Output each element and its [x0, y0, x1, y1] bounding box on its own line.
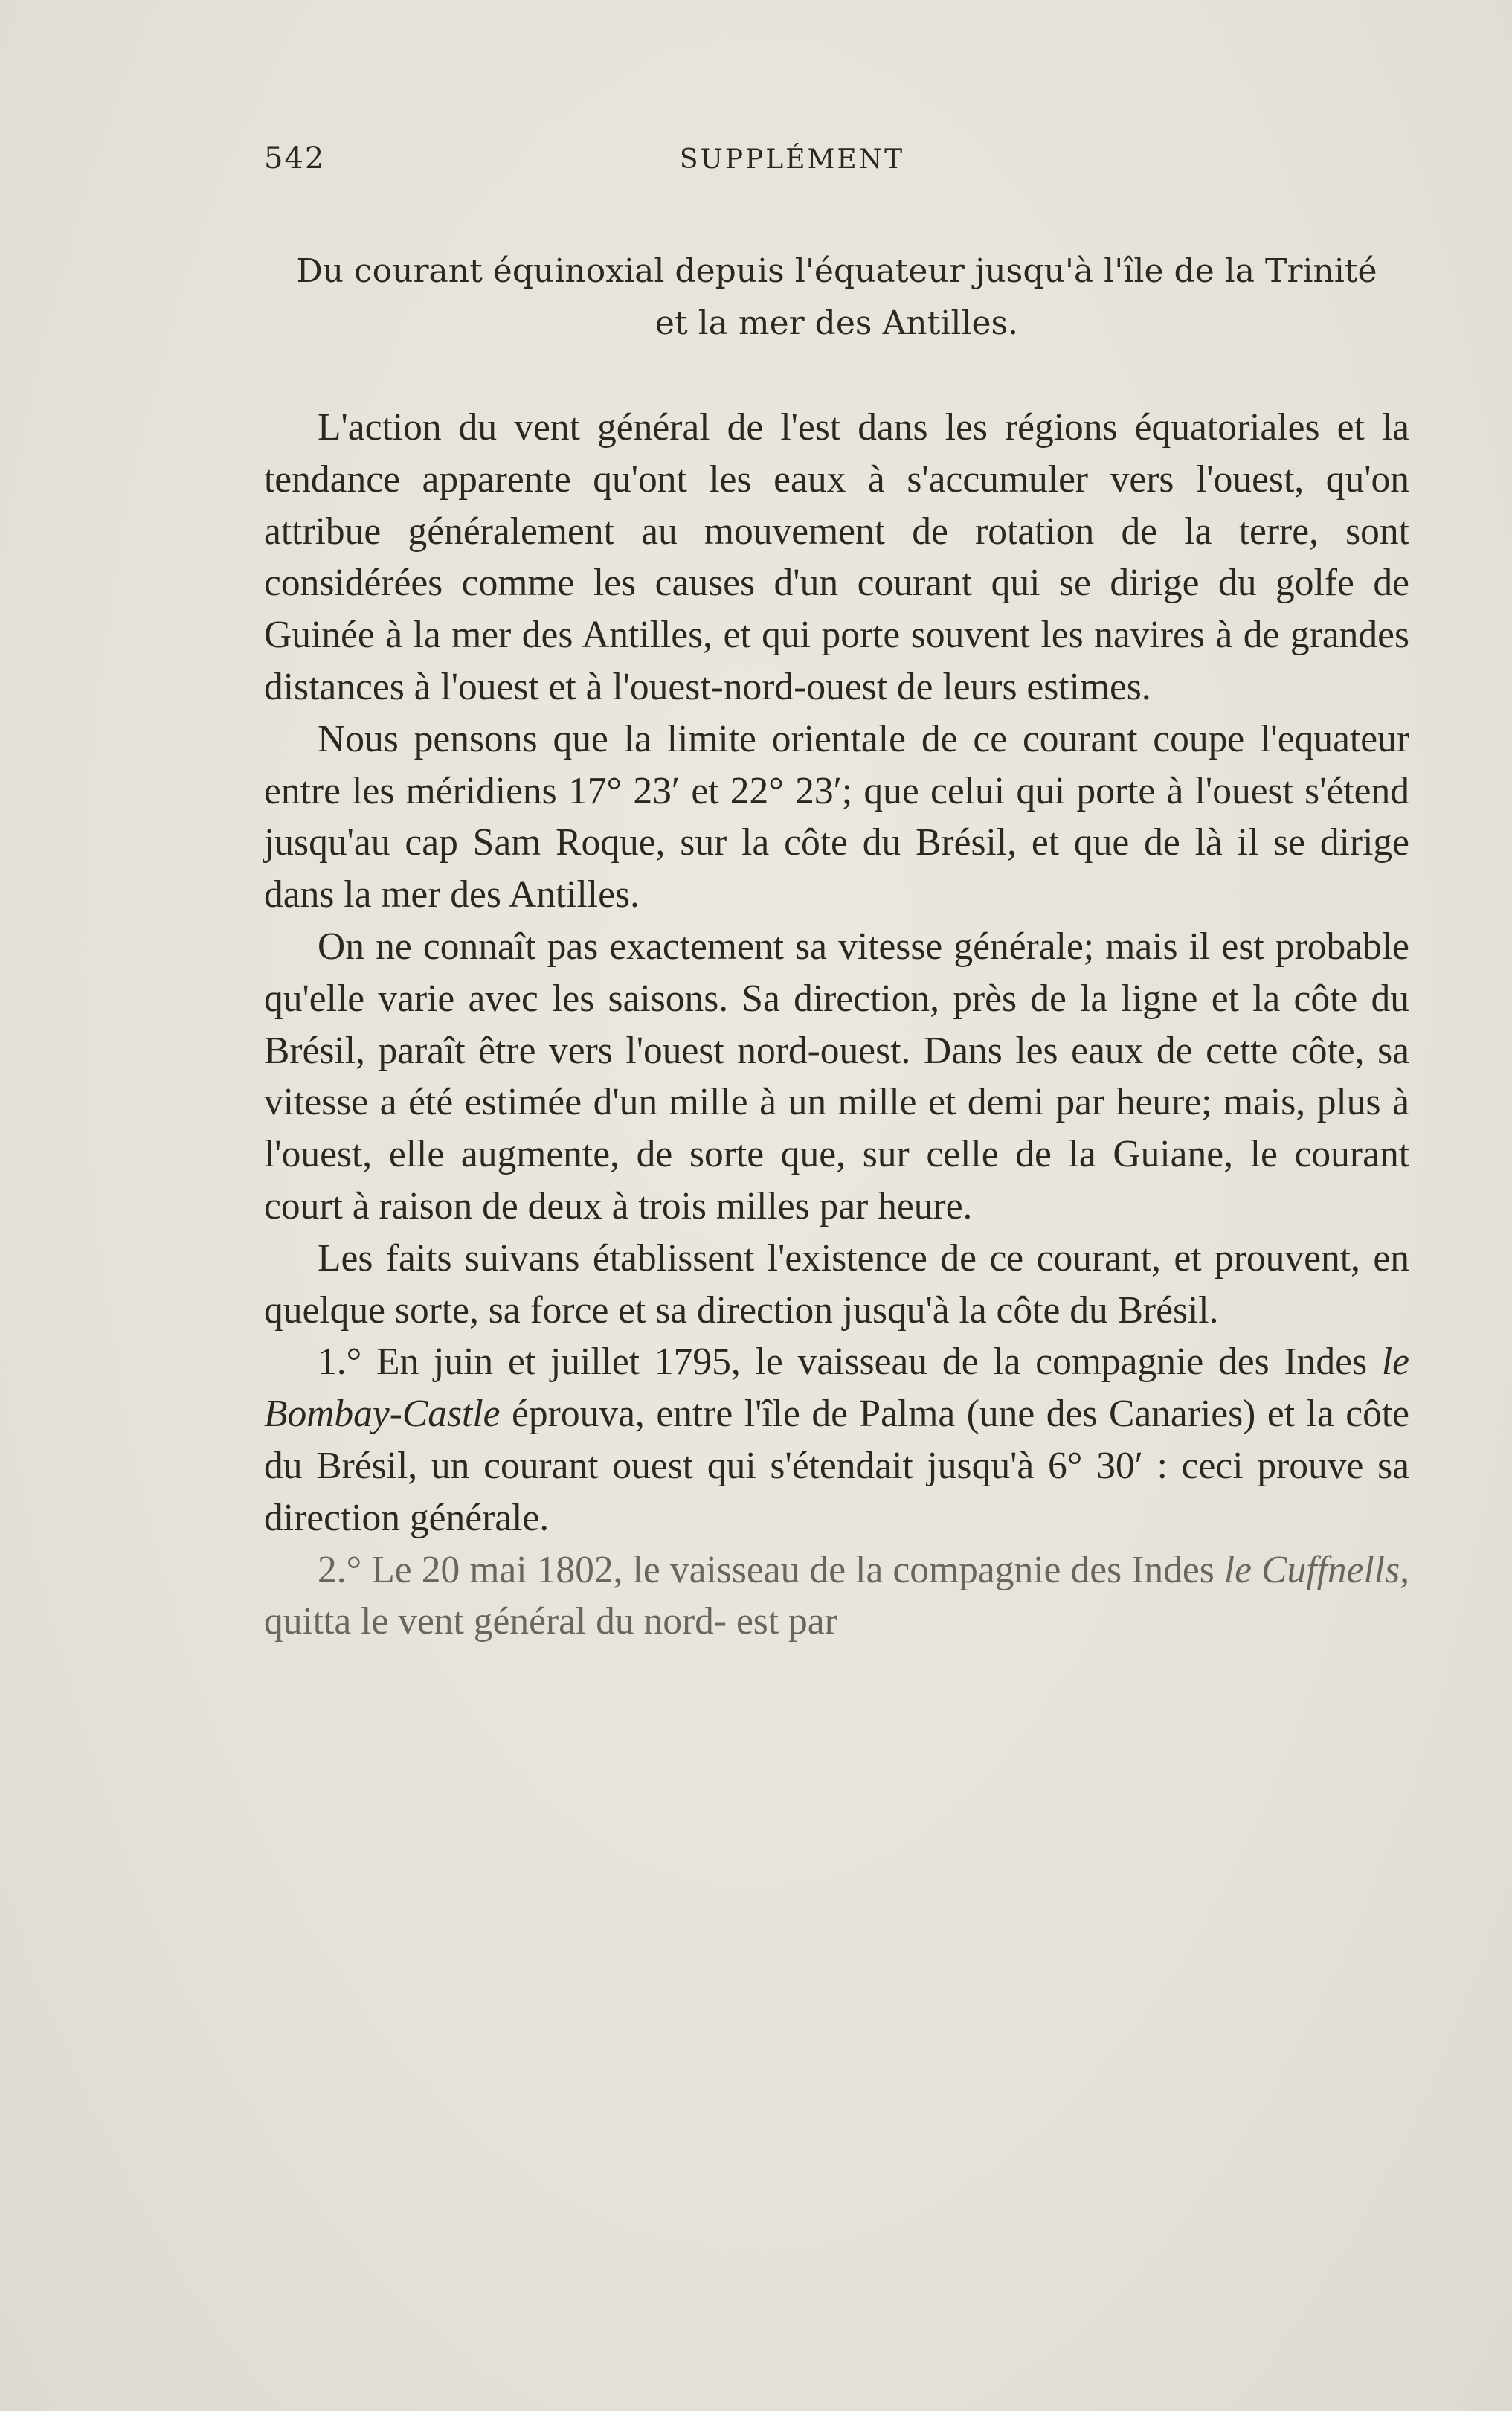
paragraph: On ne connaît pas exactement sa vitesse générale; mais il est probable qu'elle varie avec les saisons. Sa direction, près de la ligne et la côte du Brésil, paraît être vers l'ouest nord-ouest. Dans les eaux de cette côte, sa vitesse a été estimée d'un mille à un mille et demi par heure; mais, plus à l'ouest, elle augmente, de sorte que, sur celle de la Guiane, le courant court à raison de deux à trois milles par heure. [264, 925, 1409, 1227]
paragraph: Nous pensons que la limite orientale de ce courant coupe l'equateur entre les méridiens 17° 23′ et 22° 23′; que celui qui porte à l'ouest s'étend jusqu'au cap Sam Roque, sur la côte du Brésil, et que de là il se dirige dans la mer des Antilles. [264, 717, 1409, 916]
running-title: SUPPLÉMENT [679, 144, 905, 175]
numbered-paragraph [264, 1544, 1409, 1648]
section-heading-line-2: et la mer des Antilles. [654, 304, 1019, 342]
section-heading [264, 245, 1409, 350]
ship-name: le Cuffnells, [1223, 1548, 1409, 1591]
page-number: 542 [264, 141, 326, 176]
paragraph: Les faits suivans établissent l'existence de ce courant, et prouvent, en quelque sorte, sa force et sa direction jusqu'à la côte du Brésil. [264, 1236, 1409, 1332]
numbered-paragraph-text: 1.° En juin et juillet 1795, le vaisseau de la compagnie des Indes [318, 1341, 1382, 1384]
numbered-paragraph [264, 1336, 1409, 1544]
numbered-paragraph-text: quitta le vent général du nord- est par [264, 1600, 837, 1643]
body-text [264, 402, 1409, 1648]
running-head [264, 141, 1409, 186]
section-heading-line-1: Du courant équinoxial depuis l'équateur jusqu'à l'île de la Trinité [296, 252, 1377, 290]
ship-name: le Bombay-Castle [264, 1341, 1409, 1436]
paragraph: L'action du vent général de l'est dans les régions équatoriales et la tendance apparente qu'ont les eaux à s'accumuler vers l'ouest, qu'on attribue généralement au mouvement de rotation de la terre, sont considérées comme les causes d'un courant qui se dirige du golfe de Guinée à la mer des Antilles, et qui porte souvent les navires à de grandes distances à l'ouest et à l'ouest-nord-ouest de leurs estimes. [264, 406, 1409, 708]
numbered-paragraph-text: éprouva, entre l'île de Palma (une des Canaries) et la côte du Brésil, un courant ouest qui s'étendait jusqu'à 6° 30′ : ceci prouve sa direction générale. [264, 1393, 1409, 1539]
numbered-paragraph-text: 2.° Le 20 mai 1802, le vaisseau de la compagnie des Indes [318, 1548, 1224, 1591]
